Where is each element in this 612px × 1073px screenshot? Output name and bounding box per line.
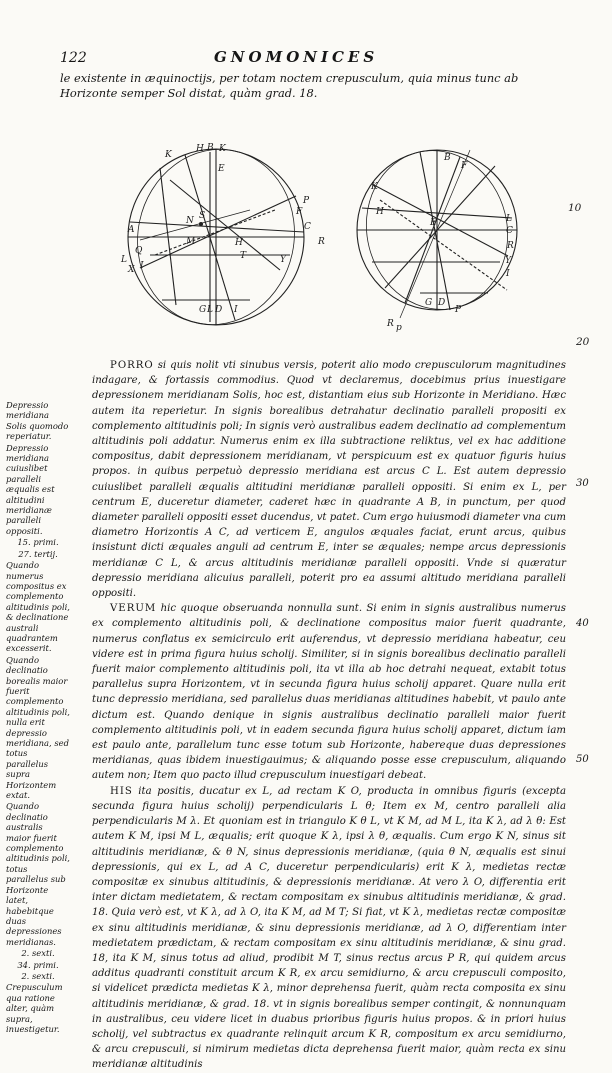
paragraph-text: ita positis, ducatur ex L, ad rectam K O, producta in omnibus figuris (excepta secunda figura huius scholij) perpendicularis L θ; Item ex M, centro paralleli alia perpendicularis M λ. Et quoniam est in triangulo K θ L, vt K M, ad M L, ita K λ, ad λ θ: Est autem K M, ipsi M L, æqualis; erit quoque K λ, ipsi λ θ, æqualis. Cum ergo K N, sinus sit altitudinis meridianæ, & θ N, sinus depressionis meridianæ, (quia θ N, æqualis est sinui depressionis, qui ex L, ad A C, duceretur perpendicularis) erit K λ, medietas rectæ compositæ ex sinubus altitudinis, & depressionis meridianæ. At vero λ O, differentia erit inter dictam medietatem, & rectam compositam ex sinubus altitudinis meridianæ, & grad. 18. Quia verò est, vt K λ, ad λ O, ita K M, ad M T; Si fiat, vt K λ, medietas rectæ compositæ ex sinu altitudinis meridianæ, & sinu depressionis meridianæ, ad λ O, differentiam inter medietatem prædictam, & rectam compositam ex sinu altitudinis meridianæ, & sinu grad. 18, ita K M, sinus totus ad aliud, prodibit M T, sinus rectus arcus P R, qui quidem arcus additus quadranti constituit arcum K R, ex arcu semidiurno, & arcu crepusculi composito, si videlicet prædicta medietas K λ, minor deprehensa fuerit, quàm recta composita ex sinu altitudinis meridianæ, & grad. 18. vt in signis borealibus semper contingit, & nonnunquam in australibus, ceu videre licet in duabus prioribus figuris huius propos. & in priori huius scholij, vel subtractus ex quadrante relinquit arcum K R, compositum ex arcu semidiurno, & arcu crepusculi, si nimirum medietas dicta deprehensa fuerit maior, quàm recta ex sinu meridianæ altitudinis <box>92 785 566 1071</box>
svg-text:C: C <box>304 222 311 232</box>
paragraph <box>92 601 566 783</box>
svg-text:p: p <box>396 323 402 333</box>
svg-text:I: I <box>140 261 144 271</box>
svg-text:D: D <box>438 298 446 308</box>
svg-text:K: K <box>371 182 378 192</box>
svg-text:Q: Q <box>135 246 143 256</box>
top-text: le existente in æquinoctijs, per totam noctem crepusculum, quia minus tunc ab Horizonte semper Sol distat, quàm grad. 18. <box>60 71 519 100</box>
margin-number-40: 40 <box>576 618 589 629</box>
svg-text:F: F <box>461 161 468 171</box>
side-note: Quando declinatio borealis maior fuerit complemento altitudinis poli, nulla erit depressio meridiana, sed totus parallelus supra Horizontem extat. <box>6 654 70 801</box>
margin-number-20: 20 <box>576 336 590 348</box>
svg-text:M: M <box>186 237 196 247</box>
svg-text:Y: Y <box>505 256 511 266</box>
svg-text:H: H <box>235 238 243 248</box>
side-note-ref: 2. sexti. <box>21 948 55 959</box>
svg-text:L: L <box>506 214 512 224</box>
side-note: Crepusculum qua ratione alter, quàm supra, inuestigetur. <box>6 982 63 1034</box>
svg-text:S: S <box>199 211 206 221</box>
svg-text:I: I <box>234 305 238 315</box>
svg-text:P: P <box>455 305 462 315</box>
svg-text:A: A <box>128 225 135 235</box>
svg-text:F: F <box>296 207 303 217</box>
side-note: Depressio meridiana cuiuslibet paralleli æqualis est altitudini meridianæ paralleli oppositi. <box>6 442 55 536</box>
svg-text:Y: Y <box>280 255 286 265</box>
right-figure-labels <box>370 153 514 333</box>
running-title: GNOMONICES <box>214 48 379 66</box>
svg-text:L: L <box>207 305 213 315</box>
paragraph-dropword: VERUM <box>110 603 157 615</box>
svg-text:K: K <box>165 150 172 160</box>
svg-text:G: G <box>425 298 433 308</box>
side-note-ref: 15. primi. <box>17 537 59 548</box>
margin-number-10: 10 <box>568 202 582 214</box>
margin-number-50: 50 <box>576 754 589 765</box>
svg-text:B: B <box>444 153 451 163</box>
svg-text:G: G <box>199 305 207 315</box>
svg-text:E: E <box>218 164 225 174</box>
paragraph-dropword: HIS <box>110 785 133 797</box>
side-note-ref: 27. tertij. <box>18 548 58 559</box>
svg-text:B: B <box>207 143 214 153</box>
paragraph-dropword: PORRO <box>110 360 154 371</box>
svg-text:P: P <box>303 196 310 206</box>
svg-text:D: D <box>215 305 223 315</box>
main-text <box>92 358 566 1073</box>
side-note-ref: 2. sexti. <box>21 970 55 981</box>
paragraph <box>92 784 566 1073</box>
paragraph-text: si quis nolit vti sinubus versis, poterit alio modo crepusculorum magnitudines indagare, & fortassis commodius. Quod vt declaremus, docebimus prius inuestigare depressionem meridianam Solis, hoc est, distantiam eius sub Horizonte in Meridiano. Hæc autem ita reperietur. In signis borealibus detrahatur declinatio paralleli propositi ex complemento altitudinis poli; In signis verò australibus eadem declinatio ad complementum altitudinis poli addatur. Numerus enim ex illa subtractione reliktus, vel ex hac additione compositus, dabit depressionem meridianam, vt perspicuum est ex quatuor figuris huius propos. in quibus perpetuò depressio meridiana est arcus C L. Est autem depressio cuiuslibet paralleli æqualis altitudini meridianæ paralleli oppositi. Si enim ex L, per centrum E, duceretur diameter, caderet hæc in quadrante A B, in punctum, per quod diameter paralleli oppositi esset ducendus, vt patet. Cum ergo huiusmodi diameter vna cum diametro Horizontis A C, ad verticem E, angulos æquales faciat, erunt arcus, quibus insistunt dicti æquales anguli ad centrum E, inter se æquales; nempe arcus depressionis meridianæ C L, & arcus altitudinis meridianæ paralleli oppositi. Vnde si quæratur depressio meridiana alicuius paralleli, poterit pro ea assumi altitudo meridiana paralleli oppositi. <box>92 360 566 600</box>
svg-text:R: R <box>507 241 514 251</box>
side-note: Quando numerus compositus ex complemento altitudinis poli, & declinatione australi quadrantem excesserit. <box>6 560 70 654</box>
paragraph-text: hic quoque obseruanda nonnulla sunt. Si enim in signis australibus numerus ex complemento altitudinis poli, & declinatione compositus maior fuerit quadrante, numerus conflatus ex semicirculo erit auferendus, vt depressio meridiana habeatur, ceu videre est in prima figura huius scholij. Similiter, si in signis borealibus declinatio paralleli fuerit maior complemento altitudinis poli, ita vt illa ab hoc detrahi nequeat, extabit totus parallelus supra Horizontem, vt in secunda figura huius scholij apparet. Quare nulla erit tunc depressio meridiana, sed parallelus duas meridianas altitudines habebit, vt paulo ante dictum est. Quando denique in signis australibus declinatio paralleli maior fuerit complemento altitudinis poli, vt in eadem secunda figura huius scholij apparet, dictum iam est paulo ante, parallelum tunc esse totum sub Horizonte, habereque duas depressiones meridianas, quas ibidem inuestigauimus; & aliquando posse esse crepusculum, aliquando autem non; Item quo pacto illud crepusculum inuestigari debeat. <box>92 603 566 782</box>
svg-text:N: N <box>186 216 194 226</box>
side-note-ref: 34. primi. <box>17 959 59 970</box>
margin-number-30: 30 <box>576 478 589 489</box>
side-notes <box>6 400 70 1035</box>
right-sphere-diagram <box>350 135 525 324</box>
svg-text:C: C <box>506 226 513 236</box>
svg-text:K: K <box>219 144 226 154</box>
svg-text:I: I <box>506 269 510 279</box>
svg-text:R: R <box>318 237 325 247</box>
svg-text:L: L <box>121 255 127 265</box>
svg-text:E: E <box>430 218 437 228</box>
side-note: Quando declinatio australis maior fuerit complemento altitudinis poli, totus parallelus sub Horizonte latet, habebitque duas depressiones meridianas. <box>6 801 70 947</box>
diagram-figures <box>0 0 612 360</box>
svg-text:X: X <box>128 265 135 275</box>
side-note: Depressio meridiana Solis quomodo reperiatur. <box>6 400 69 442</box>
page-number: 122 <box>60 50 87 66</box>
svg-text:H: H <box>196 144 204 154</box>
paragraph <box>92 358 566 601</box>
svg-text:T: T <box>240 251 247 261</box>
svg-text:R: R <box>387 319 394 329</box>
svg-text:H: H <box>376 207 384 217</box>
